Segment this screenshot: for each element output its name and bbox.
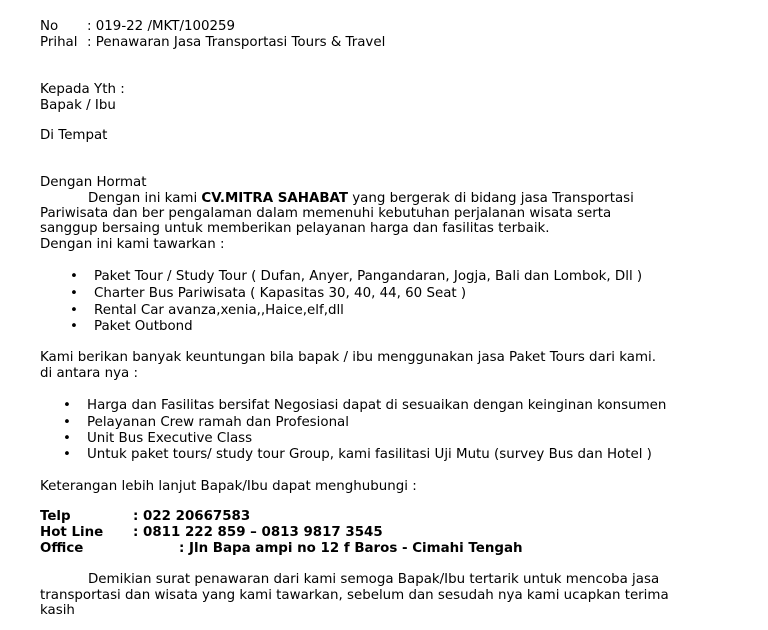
intro-paragraph-line-1 <box>88 191 634 207</box>
intro-text-b: yang bergerak di bidang jasa Transportasi <box>348 191 634 206</box>
perihal-label: Prihal <box>40 35 78 50</box>
offer-intro: Dengan ini kami tawarkan : <box>40 237 225 252</box>
closing-line-1: Demikian surat penawaran dari kami semoga Bapak/Ibu tertarik untuk mencoba jasa <box>88 572 660 587</box>
bullet-icon: • <box>70 303 78 318</box>
intro-paragraph-line-3: sanggup bersaing untuk memberikan pelayanan harga dan fasilitas terbaik. <box>40 221 550 236</box>
greeting: Dengan Hormat <box>40 175 147 190</box>
offer-item <box>70 319 193 335</box>
intro-text-a: Dengan ini kami <box>88 191 202 206</box>
bullet-icon: • <box>70 269 78 284</box>
bullet-icon: • <box>70 286 78 301</box>
bullet-icon: • <box>63 431 71 446</box>
bullet-icon: • <box>63 398 71 413</box>
no-value: : 019-22 /MKT/100259 <box>87 19 236 34</box>
bullet-icon: • <box>63 415 71 430</box>
offer-item <box>70 269 643 285</box>
offer-item-text: Paket Tour / Study Tour ( Dufan, Anyer, Pangandaran, Jogja, Bali dan Lombok, Dll ) <box>94 269 643 284</box>
offer-item-text: Rental Car avanza,xenia,,Haice,elf,dll <box>94 303 344 318</box>
bullet-icon: • <box>70 319 78 334</box>
offer-item-text: Paket Outbond <box>94 319 193 334</box>
benefit-intro-line-2: di antara nya : <box>40 366 138 381</box>
perihal-value: : Penawaran Jasa Transportasi Tours & Travel <box>87 35 386 50</box>
company-name: CV.MITRA SAHABAT <box>201 191 348 206</box>
no-label: No <box>40 19 59 34</box>
offer-item <box>70 303 344 319</box>
benefit-item-text: Untuk paket tours/ study tour Group, kami fasilitasi Uji Mutu (survey Bus dan Hotel ) <box>87 447 652 462</box>
closing-line-2: transportasi dan wisata yang kami tawarkan, sebelum dan sesudah nya kami ucapkan terima <box>40 588 669 603</box>
benefit-item-text: Harga dan Fasilitas bersifat Negosiasi dapat di sesuaikan dengan keinginan konsumen <box>87 398 667 413</box>
hotline-value: : 0811 222 859 – 0813 9817 3545 <box>133 525 383 540</box>
offer-item-text: Charter Bus Pariwisata ( Kapasitas 30, 40, 44, 60 Seat ) <box>94 286 467 301</box>
benefit-item <box>63 415 349 431</box>
benefit-intro-line-1: Kami berikan banyak keuntungan bila bapak / ibu menggunakan jasa Paket Tours dari kami. <box>40 350 656 365</box>
offer-item <box>70 286 467 302</box>
benefit-item <box>63 431 253 447</box>
intro-paragraph-line-2: Pariwisata dan ber pengalaman dalam memenuhi kebutuhan perjalanan wisata serta <box>40 206 612 221</box>
benefit-item-text: Unit Bus Executive Class <box>87 431 253 446</box>
telp-label: Telp <box>40 509 71 524</box>
recipient-line-1: Kepada Yth : <box>40 82 125 97</box>
benefit-item-text: Pelayanan Crew ramah dan Profesional <box>87 415 349 430</box>
closing-line-3: kasih <box>40 603 75 618</box>
hotline-label: Hot Line <box>40 525 104 540</box>
contact-intro: Keterangan lebih lanjut Bapak/Ibu dapat menghubungi : <box>40 479 417 494</box>
benefit-item <box>63 398 667 414</box>
bullet-icon: • <box>63 447 71 462</box>
office-label: Office <box>40 541 84 556</box>
benefit-item <box>63 447 652 463</box>
office-value: : Jln Bapa ampi no 12 f Baros - Cimahi Tengah <box>179 541 523 556</box>
recipient-line-3: Di Tempat <box>40 128 108 143</box>
telp-value: : 022 20667583 <box>133 509 251 524</box>
recipient-line-2: Bapak / Ibu <box>40 98 116 113</box>
